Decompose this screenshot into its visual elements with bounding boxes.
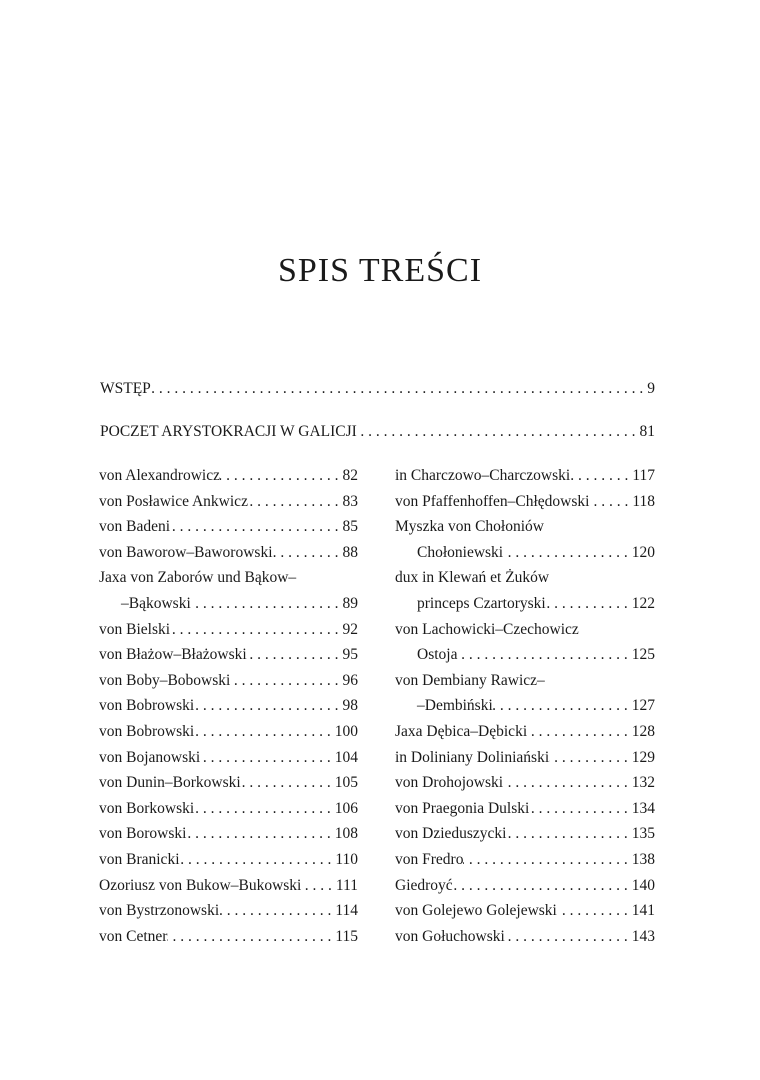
toc-entry[interactable]	[99, 796, 358, 822]
toc-entry-label: von Branicki	[99, 850, 180, 868]
toc-entry[interactable]	[99, 745, 358, 771]
toc-entry[interactable]	[99, 898, 358, 924]
leader-dots	[194, 796, 335, 822]
toc-entry[interactable]	[395, 693, 655, 719]
toc-entry[interactable]	[99, 463, 358, 489]
toc-entry[interactable]	[395, 489, 655, 515]
toc-entry-label: von Drohojowski	[395, 774, 504, 792]
leader-dots	[220, 463, 343, 489]
toc-entry-label: dux in Klewań et Żuków	[395, 569, 550, 587]
toc-entry[interactable]	[395, 591, 655, 617]
toc-entry-page: 134	[631, 799, 655, 817]
toc-entry[interactable]	[395, 565, 655, 591]
toc-entry[interactable]	[99, 540, 358, 566]
toc-entry-label: von Cetner	[99, 927, 168, 945]
toc-entry[interactable]	[99, 642, 358, 668]
toc-entry-page: 92	[342, 620, 358, 638]
toc-entry-label: von Lachowicki–Czechowicz	[395, 620, 579, 638]
toc-entry-page: 143	[631, 927, 655, 945]
leader-dots	[248, 489, 343, 515]
toc-entry-label: von Golejewo Golejewski	[395, 902, 557, 920]
toc-entry-page: 140	[631, 876, 655, 894]
leader-dots	[180, 847, 336, 873]
toc-entry-label: princeps Czartoryski	[417, 594, 546, 612]
toc-entry[interactable]	[395, 770, 655, 796]
leader-dots	[170, 617, 342, 643]
leader-dots	[167, 924, 335, 950]
toc-entry-page: 118	[632, 492, 655, 510]
toc-entry-label: von Fredro	[395, 850, 464, 868]
leader-dots	[219, 898, 335, 924]
toc-entry-page: 81	[639, 423, 655, 440]
toc-entry-page: 104	[334, 748, 358, 766]
toc-entry-page: 141	[631, 902, 655, 920]
toc-entry-page: 89	[342, 594, 358, 612]
toc-entry-label: Myszka von Chołoniów	[395, 518, 544, 536]
leader-dots	[527, 719, 632, 745]
leader-dots	[557, 898, 632, 924]
leader-dots	[463, 847, 631, 873]
toc-entry-page: 88	[342, 543, 358, 561]
toc-entry-page: 106	[334, 799, 358, 817]
toc-entry[interactable]	[395, 540, 655, 566]
page-title: SPIS TREŚCI	[277, 252, 483, 289]
leader-dots	[589, 489, 632, 515]
leader-dots	[546, 591, 632, 617]
toc-major-entry[interactable]	[100, 375, 655, 403]
leader-dots	[186, 821, 334, 847]
toc-entry[interactable]	[395, 745, 655, 771]
toc-entry[interactable]	[395, 463, 655, 489]
leader-dots	[191, 591, 343, 617]
toc-entry-label: POCZET ARYSTOKRACJI W GALICJI	[100, 423, 357, 440]
leader-dots	[506, 821, 631, 847]
leader-dots	[230, 668, 342, 694]
toc-entry[interactable]	[99, 514, 358, 540]
toc-entry-label: von Dzieduszycki	[395, 825, 507, 843]
toc-entry[interactable]	[99, 924, 358, 950]
toc-entry[interactable]	[99, 770, 358, 796]
toc-entry[interactable]	[99, 873, 358, 899]
toc-entry-label: –Bąkowski	[121, 594, 191, 612]
toc-entry[interactable]	[99, 847, 358, 873]
toc-entry-label: von Bojanowski	[99, 748, 201, 766]
toc-entry-page: 95	[342, 646, 358, 664]
toc-entry-page: 105	[334, 774, 358, 792]
toc-entry-page: 138	[631, 850, 655, 868]
toc-entry-label: Ozoriusz von Bukow–Bukowski	[99, 876, 302, 894]
toc-entry-label: von Bobrowski	[99, 722, 195, 740]
toc-entry-label: Jaxa Dębica–Dębicki	[395, 722, 528, 740]
leader-dots	[570, 463, 632, 489]
toc-entry-label: in Charczowo–Charczowski	[395, 467, 571, 484]
toc-entry[interactable]	[99, 821, 358, 847]
toc-entry-page: 120	[631, 543, 655, 561]
toc-entry-label: von Bystrzonowski	[99, 902, 220, 920]
leader-dots	[505, 924, 632, 950]
toc-entry[interactable]	[395, 796, 655, 822]
toc-entry-label: von Dunin–Borkowski	[99, 774, 241, 792]
toc-entry-page: 117	[632, 467, 655, 484]
toc-entry-page: 129	[631, 748, 655, 766]
leader-dots	[301, 873, 336, 899]
leader-dots	[194, 719, 335, 745]
toc-right-column	[395, 463, 655, 949]
toc-major-entry[interactable]	[100, 418, 655, 446]
toc-entry-page: 132	[631, 774, 655, 792]
toc-entry[interactable]	[395, 898, 655, 924]
toc-entry[interactable]	[395, 642, 655, 668]
toc-entry-page: 98	[342, 697, 358, 715]
toc-entry-label: von Praegonia Dulski	[395, 799, 530, 817]
toc-entry-page: 122	[631, 594, 655, 612]
toc-entry[interactable]	[395, 873, 655, 899]
toc-entry-label: –Dembiński	[417, 697, 493, 715]
toc-entry-page: 128	[631, 722, 655, 740]
toc-entry-page: 127	[631, 697, 655, 715]
toc-entry[interactable]	[395, 617, 655, 643]
toc-entry-label: von Dembiany Rawicz–	[395, 671, 545, 689]
toc-entry-page: 125	[631, 646, 655, 664]
leader-dots	[200, 745, 335, 771]
toc-entry-label: von Posławice Ankwicz	[99, 492, 248, 510]
toc-entry-page: 85	[342, 518, 358, 536]
toc-entry-label: Jaxa von Zaborów und Bąkow–	[99, 569, 297, 587]
toc-entry[interactable]	[395, 514, 655, 540]
toc-entry-label: von Borkowski	[99, 799, 195, 817]
toc-entry-label: in Doliniany Doliniański	[395, 748, 550, 766]
toc-entry-page: 108	[334, 825, 358, 843]
toc-entry-label: von Boby–Bobowski	[99, 671, 231, 689]
leader-dots	[453, 873, 632, 899]
toc-entry-page: 100	[334, 722, 358, 740]
leader-dots	[170, 514, 342, 540]
toc-entry[interactable]	[395, 847, 655, 873]
toc-entry[interactable]	[99, 668, 358, 694]
toc-entry-page: 111	[335, 876, 358, 894]
toc-entry[interactable]	[99, 719, 358, 745]
toc-entry-page: 114	[335, 902, 358, 920]
leader-dots	[241, 770, 335, 796]
toc-entry[interactable]	[99, 489, 358, 515]
toc-entry[interactable]	[395, 719, 655, 745]
toc-entry-page: 96	[342, 671, 358, 689]
toc-entry-page: 115	[335, 927, 358, 945]
toc-entry-label: WSTĘP	[100, 380, 151, 397]
leader-dots	[503, 540, 632, 566]
toc-entry[interactable]	[395, 924, 655, 950]
leader-dots	[457, 642, 631, 668]
toc-entry-label: von Błażow–Błażowski	[99, 646, 247, 664]
toc-entry[interactable]	[99, 693, 358, 719]
leader-dots	[549, 745, 632, 771]
toc-entry-page: 110	[335, 850, 358, 868]
toc-entry[interactable]	[99, 617, 358, 643]
toc-entry-label: von Baworow–Baworowski	[99, 543, 273, 561]
toc-entry-label: von Badeni	[99, 518, 171, 536]
toc-entry-label: Chołoniewski	[417, 543, 504, 561]
leader-dots	[357, 418, 640, 446]
toc-entry[interactable]	[395, 821, 655, 847]
toc-left-column	[99, 463, 358, 949]
toc-entry[interactable]	[99, 565, 358, 591]
toc-entry-label: von Bielski	[99, 620, 171, 638]
toc-entry-label: von Alexandrowicz	[99, 467, 220, 484]
leader-dots	[493, 693, 632, 719]
leader-dots	[151, 375, 647, 403]
toc-entry-label: von Pfaffenhoffen–Chłędowski	[395, 492, 590, 510]
toc-entry-page: 9	[647, 380, 655, 397]
leader-dots	[273, 540, 343, 566]
leader-dots	[529, 796, 631, 822]
toc-entry[interactable]	[99, 591, 358, 617]
toc-entry-page: 135	[631, 825, 655, 843]
toc-entry[interactable]	[395, 668, 655, 694]
toc-entry-page: 82	[342, 467, 358, 484]
toc-entry-label: Giedroyć	[395, 876, 453, 894]
toc-entry-label: Ostoja	[417, 646, 458, 664]
toc-entry-label: von Borowski	[99, 825, 187, 843]
leader-dots	[247, 642, 343, 668]
toc-entry-label: von Bobrowski	[99, 697, 195, 715]
toc-entry-page: 83	[342, 492, 358, 510]
toc-entry-label: von Gołuchowski	[395, 927, 505, 945]
leader-dots	[194, 693, 342, 719]
leader-dots	[503, 770, 632, 796]
